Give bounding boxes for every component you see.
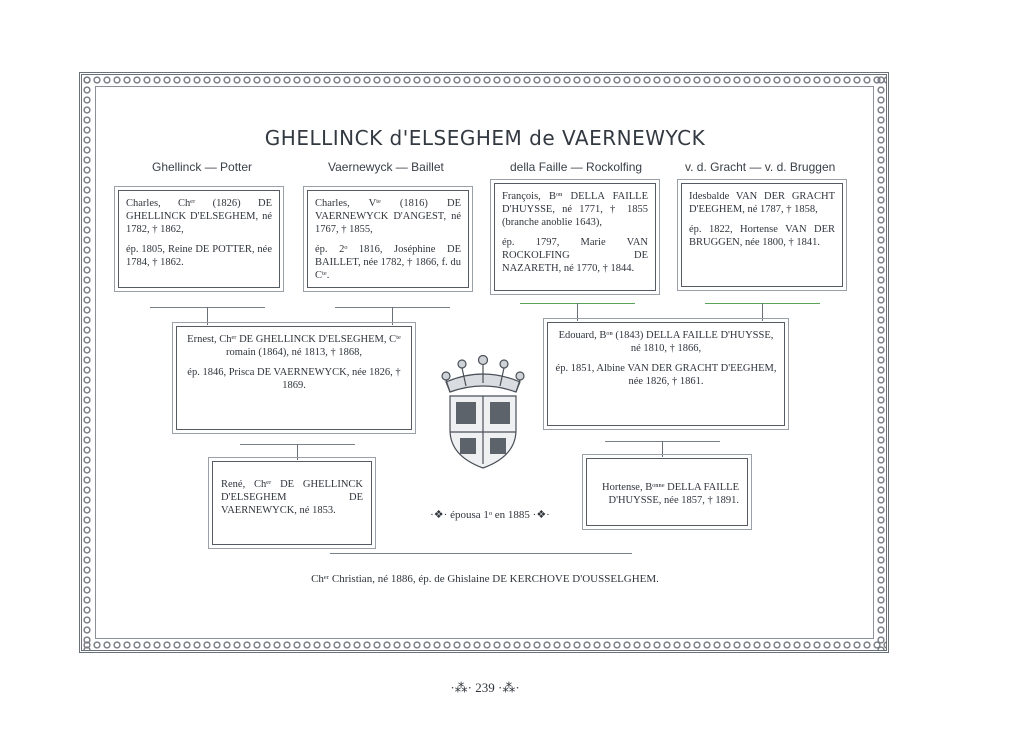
ancestor-line: Ernest, Chᵉʳ DE GHELLINCK D'ELSEGHEM, Cᵗᵉ romain (1864), né 1813, † 1868, [187, 334, 401, 358]
spouse-line: ép. 1822, Hortense VAN DER BRUGGEN, née 1800, † 1841. [689, 224, 835, 248]
ancestor-box-vaernewyck [307, 190, 469, 288]
ancestor-line: François, Bᵒⁿ DELLA FAILLE D'HUYSSE, né 1771, † 1855 (branche anoblie 1643), [502, 191, 648, 228]
ancestor-line: Charles, Vᵗᵉ (1816) DE VAERNEWYCK D'ANGEST, né 1767, † 1855, [315, 198, 461, 235]
parent-box-ernest [176, 326, 412, 430]
person-line: Hortense, Bᵒⁿⁿᵉ DELLA FAILLE D'HUYSSE, née 1857, † 1891. [602, 482, 739, 506]
connector-stem [662, 441, 663, 457]
connector-stem [762, 303, 763, 321]
ornament-border-left [82, 75, 92, 650]
ancestor-box-ghellinck [118, 190, 280, 288]
spouse-line: ép. 1846, Prisca DE VAERNEWYCK, née 1826, † 1869. [187, 367, 401, 391]
connector-stem [392, 307, 393, 325]
ancestor-box-van-der-gracht [681, 183, 843, 287]
connector-stem [207, 307, 208, 325]
spouse-line: ép. 1851, Albine VAN DER GRACHT D'EEGHEM, née 1826, † 1861. [555, 363, 777, 387]
spouse-line: ép. 2ᵒ 1816, Joséphine DE BAILLET, née 1782, † 1866, f. du Cᵗᵉ. [315, 244, 461, 281]
child-box-hortense [586, 458, 748, 526]
page-title: GHELLINCK d'ELSEGHEM de VAERNEWYCK [264, 126, 706, 151]
ancestor-line: Charles, Chᵉʳ (1826) DE GHELLINCK D'ELSEGHEM, né 1782, † 1862, [126, 198, 272, 235]
descendant-line: Chᵉʳ Christian, né 1886, ép. de Ghislaine DE KERCHOVE D'OUSSELGHEM. [311, 573, 659, 585]
ancestor-box-della-faille [494, 183, 656, 291]
coat-of-arms-icon [432, 352, 534, 474]
column-header-3: della Faille — Rockolfing [510, 160, 643, 174]
ornament-border-bottom [82, 640, 886, 650]
descendant-rule [330, 553, 632, 554]
column-header-2: Vaernewyck — Baillet [328, 160, 444, 174]
spouse-line: ép. 1797, Marie VAN ROCKOLFING DE NAZARETH, né 1770, † 1844. [502, 237, 648, 274]
child-box-rene [212, 461, 372, 545]
ancestor-line: Idesbalde VAN DER GRACHT D'EEGHEM, né 1787, † 1858, [689, 191, 835, 215]
ancestor-line: Edouard, Bᵒⁿ (1843) DELLA FAILLE D'HUYSSE, né 1810, † 1866, [558, 330, 774, 354]
column-header-1: Ghellinck — Potter [152, 160, 253, 174]
marriage-note: ·❖· épousa 1ᵒ en 1885 ·❖· [430, 509, 550, 521]
parent-box-edouard [547, 322, 785, 426]
ornament-border-right [876, 75, 886, 650]
person-line: René, Chᵉʳ DE GHELLINCK D'ELSEGHEM DE VAERNEWYCK, né 1853. [221, 479, 363, 516]
spouse-line: ép. 1805, Reine DE POTTER, née 1784, † 1862. [126, 244, 272, 268]
ornament-border-top [82, 75, 886, 85]
column-header-4: v. d. Gracht — v. d. Bruggen [685, 160, 836, 174]
page-number: ·⁂· 239 ·⁂· [450, 680, 520, 695]
connector-stem [297, 444, 298, 460]
connector-stem [577, 303, 578, 321]
